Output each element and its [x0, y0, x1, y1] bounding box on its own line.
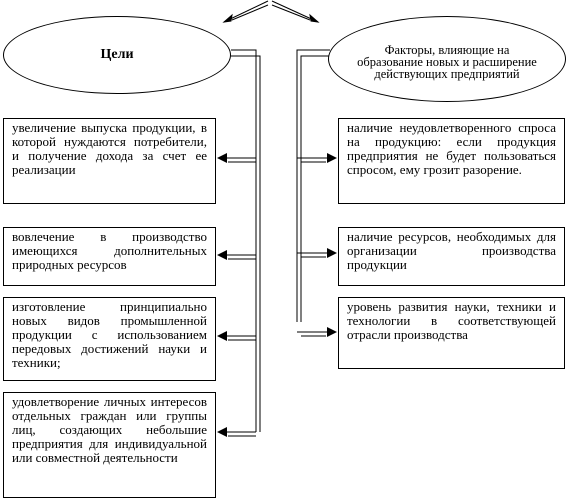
goal-text-1: увеличение выпуска продукции, в которой нуждаются потребители, и получение дохода за счет ее реализации	[12, 120, 207, 177]
factor-text-1: наличие неудовлетворенного спроса на продукцию: если продукция предприятия не будет пользоваться спросом, ему грозит разорение.	[347, 120, 556, 177]
goals-title: Цели	[100, 47, 134, 62]
factor-box-2	[338, 227, 565, 286]
factor-box-1	[338, 118, 565, 204]
factors-title: Факторы, влияющие на образование новых и расширение действующих предприятий	[357, 43, 537, 81]
goal-text-2: вовлечение в производство имеющихся дополнительных природных ресурсов	[12, 229, 207, 272]
factors-arrows	[297, 158, 336, 336]
goal-text-3: изготовление принципиально новых видов промышленной продукции с использованием передовых достижений науки и техники;	[12, 299, 207, 370]
goals-ellipse	[3, 16, 231, 94]
factor-text-3: уровень развития науки, техники и технологии в соответствующей отрасли производства	[347, 299, 556, 342]
top-branch-arrows	[224, 1, 318, 22]
goals-arrows	[218, 158, 256, 436]
goal-text-4: удовлетворение личных интересов отдельных граждан или группы лиц, создающих небольшие предприятия для индивидуальной или совместной деятельности	[12, 394, 207, 465]
goal-box-3	[3, 297, 216, 381]
factor-text-2: наличие ресурсов, необходимых для организации производства продукции	[347, 229, 556, 272]
goal-box-2	[3, 227, 216, 286]
factor-box-3	[338, 297, 565, 369]
factors-trunk	[297, 50, 330, 322]
goals-trunk	[231, 50, 260, 432]
goal-box-4	[3, 392, 216, 498]
factors-ellipse	[328, 16, 566, 102]
goal-box-1	[3, 118, 216, 204]
